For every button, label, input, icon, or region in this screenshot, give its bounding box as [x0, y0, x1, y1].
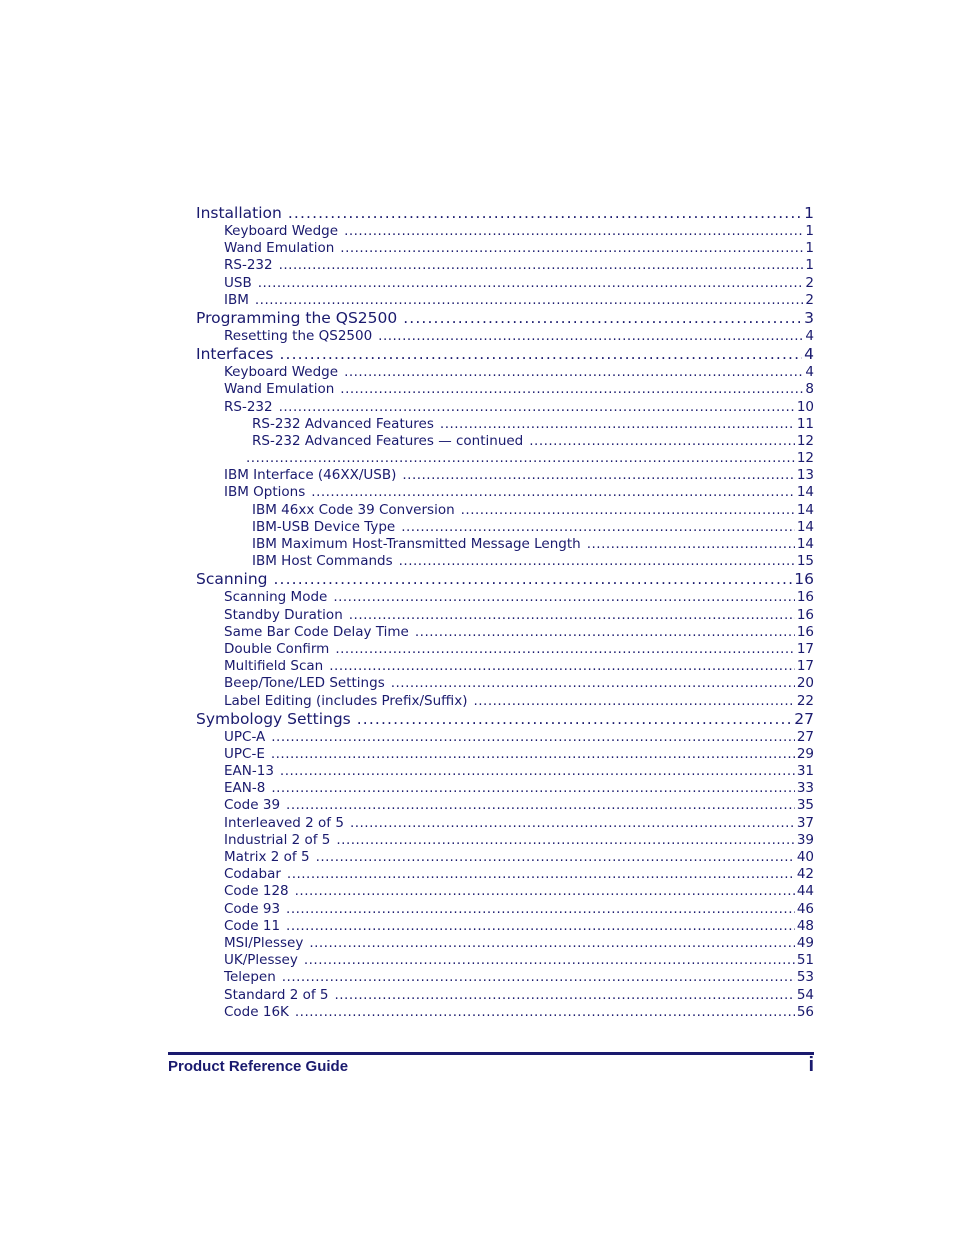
- toc-entry-page-number: 12: [796, 450, 814, 467]
- toc-entry[interactable]: [196, 849, 814, 866]
- toc-entry[interactable]: [196, 987, 814, 1004]
- toc-entry[interactable]: [196, 204, 814, 223]
- toc-entry-label: Scanning Mode: [224, 589, 328, 606]
- toc-entry-label: RS-232 Advanced Features — continued: [252, 432, 524, 449]
- toc-entry-label: UK/Plessey: [224, 952, 298, 969]
- toc-entry-page-number: 53: [796, 969, 814, 986]
- toc-entry-label: USB: [224, 274, 252, 291]
- toc-entry-page-number: 1: [805, 223, 814, 239]
- toc-entry-page-number: 17: [796, 658, 814, 675]
- toc-entry[interactable]: [196, 502, 814, 519]
- toc-entry-label: Standby Duration: [224, 606, 343, 623]
- toc-entry-label: Code 16K: [224, 1003, 289, 1020]
- toc-entry[interactable]: [196, 364, 814, 381]
- toc-entry[interactable]: [196, 658, 814, 675]
- toc-entry-label: Label Editing (includes Prefix/Suffix): [224, 692, 468, 709]
- toc-entry[interactable]: [196, 729, 814, 746]
- toc-entry-leader-dots: [316, 849, 795, 866]
- toc-entry[interactable]: [196, 450, 814, 467]
- toc-entry[interactable]: [196, 935, 814, 952]
- toc-entry-leader-dots: [271, 746, 795, 763]
- toc-entry-leader-dots: [391, 675, 795, 692]
- toc-entry-label: Code 11: [224, 917, 281, 934]
- toc-entry-leader-dots: [399, 553, 795, 570]
- toc-entry[interactable]: [196, 416, 814, 433]
- toc-entry-leader-dots: [440, 416, 795, 433]
- toc-entry-label: Wand Emulation: [224, 381, 335, 398]
- toc-entry-page-number: 1: [805, 240, 814, 257]
- toc-entry-label: Interfaces: [196, 345, 274, 364]
- toc-entry[interactable]: [196, 746, 814, 763]
- toc-entry-leader-dots: [529, 433, 795, 450]
- toc-entry[interactable]: [196, 553, 814, 570]
- toc-entry[interactable]: [196, 467, 814, 484]
- toc-entry-label: Wand Emulation: [224, 240, 335, 257]
- toc-entry-leader-dots: [340, 240, 803, 257]
- toc-entry-label: Same Bar Code Delay Time: [224, 623, 409, 640]
- toc-entry-leader-dots: [473, 693, 794, 710]
- toc-entry-page-number: 8: [805, 381, 814, 398]
- toc-entry-label: Symbology Settings: [196, 709, 351, 728]
- toc-entry-leader-dots: [287, 866, 795, 883]
- toc-entry-label: EAN-8: [224, 780, 266, 797]
- toc-entry-leader-dots: [286, 918, 795, 935]
- toc-entry-page-number: 44: [796, 883, 814, 900]
- toc-entry[interactable]: [196, 292, 814, 309]
- toc-entry-page-number: 10: [796, 398, 814, 415]
- toc-entry-label: Industrial 2 of 5: [224, 831, 331, 848]
- toc-entry-page-number: 14: [796, 501, 814, 518]
- toc-entry-label: IBM-USB Device Type: [252, 518, 396, 535]
- toc-entry-label: Code 93: [224, 900, 281, 917]
- toc-entry-label: Matrix 2 of 5: [224, 849, 310, 865]
- toc-entry-page-number: 17: [796, 640, 814, 657]
- toc-entry[interactable]: [196, 693, 814, 710]
- toc-entry-page-number: 14: [796, 484, 814, 501]
- toc-entry[interactable]: [196, 641, 814, 658]
- toc-entry-page-number: 16: [796, 589, 814, 606]
- toc-entry-page-number: 33: [796, 780, 814, 797]
- toc-entry-page-number: 29: [796, 745, 814, 762]
- toc-entry-label: IBM: [224, 291, 249, 308]
- toc-entry-page-number: 46: [796, 900, 814, 917]
- toc-entry[interactable]: [196, 536, 814, 553]
- toc-entry-page-number: 22: [796, 692, 814, 709]
- toc-entry-page-number: 39: [796, 831, 814, 848]
- toc-entry-label: IBM 46xx Code 39 Conversion: [252, 501, 455, 518]
- toc-entry[interactable]: [196, 257, 814, 274]
- toc-entry-leader-dots: [350, 815, 795, 832]
- toc-entry-leader-dots: [587, 536, 795, 553]
- toc-entry[interactable]: [196, 433, 814, 450]
- toc-entry-label: IBM Host Commands: [252, 553, 393, 570]
- footer-divider: [168, 1052, 814, 1055]
- footer-page-number: i: [808, 1054, 814, 1076]
- toc-entry-leader-dots: [336, 832, 794, 849]
- toc-entry[interactable]: [196, 607, 814, 624]
- toc-entry-leader-dots: [340, 381, 803, 398]
- toc-entry[interactable]: [196, 328, 814, 345]
- toc-entry-leader-dots: [309, 935, 795, 952]
- toc-entry-leader-dots: [279, 345, 802, 364]
- table-of-contents: [196, 204, 814, 1021]
- toc-entry-label: IBM Options: [224, 484, 306, 501]
- toc-entry-leader-dots: [246, 450, 795, 467]
- toc-entry-leader-dots: [357, 710, 793, 729]
- toc-entry-leader-dots: [271, 780, 794, 797]
- toc-entry-label: EAN-13: [224, 763, 274, 780]
- toc-entry-label: UPC-E: [224, 745, 265, 762]
- toc-entry-page-number: 14: [796, 518, 814, 535]
- toc-entry-page-number: 37: [796, 814, 814, 831]
- toc-entry-leader-dots: [258, 275, 804, 292]
- toc-entry-label: RS-232 Advanced Features: [252, 415, 434, 432]
- toc-entry[interactable]: [196, 399, 814, 416]
- toc-entry-leader-dots: [329, 658, 795, 675]
- toc-entry[interactable]: [196, 918, 814, 935]
- toc-entry-page-number: 56: [796, 1003, 814, 1020]
- toc-entry-page-number: 51: [796, 952, 814, 969]
- toc-entry-page-number: 35: [796, 797, 814, 814]
- toc-entry-leader-dots: [271, 729, 795, 746]
- toc-entry-label: Telepen: [224, 969, 276, 986]
- toc-entry-page-number: 20: [796, 675, 814, 692]
- toc-entry[interactable]: [196, 710, 814, 729]
- toc-entry-page-number: 2: [805, 291, 814, 308]
- toc-entry[interactable]: [196, 484, 814, 501]
- toc-entry-label: Double Confirm: [224, 640, 330, 657]
- toc-entry-label: MSI/Plessey: [224, 934, 304, 951]
- toc-entry-page-number: 48: [796, 917, 814, 934]
- toc-entry[interactable]: [196, 797, 814, 814]
- toc-entry-leader-dots: [273, 570, 792, 589]
- toc-entry[interactable]: [196, 570, 814, 589]
- toc-entry-leader-dots: [295, 883, 795, 900]
- toc-entry-page-number: 4: [805, 364, 814, 381]
- toc-entry[interactable]: [196, 275, 814, 292]
- toc-entry-leader-dots: [334, 987, 794, 1004]
- toc-entry-label: Standard 2 of 5: [224, 986, 329, 1003]
- toc-entry-leader-dots: [349, 607, 795, 624]
- toc-entry-leader-dots: [344, 364, 803, 381]
- toc-entry-label: Resetting the QS2500: [224, 327, 373, 344]
- toc-entry-leader-dots: [279, 257, 804, 274]
- toc-entry-label: UPC-A: [224, 728, 266, 745]
- toc-entry-leader-dots: [295, 1004, 795, 1021]
- toc-entry-label: Keyboard Wedge: [224, 364, 339, 381]
- toc-entry-page-number: 31: [796, 763, 814, 780]
- toc-entry[interactable]: [196, 866, 814, 883]
- toc-entry[interactable]: [196, 675, 814, 692]
- toc-entry-leader-dots: [311, 484, 795, 501]
- toc-entry-page-number: 49: [796, 934, 814, 951]
- toc-entry-page-number: 16: [796, 606, 814, 623]
- toc-entry-label: Code 128: [224, 883, 289, 900]
- toc-entry[interactable]: [196, 832, 814, 849]
- toc-entry-page-number: 54: [796, 986, 814, 1003]
- toc-entry-label: Multifield Scan: [224, 658, 324, 675]
- toc-entry-page-number: 13: [796, 467, 814, 484]
- toc-entry-label: Interleaved 2 of 5: [224, 814, 344, 831]
- toc-entry[interactable]: [196, 624, 814, 641]
- toc-entry-leader-dots: [282, 969, 795, 986]
- toc-entry-leader-dots: [279, 399, 795, 416]
- toc-entry-leader-dots: [401, 519, 795, 536]
- toc-entry-leader-dots: [378, 328, 803, 345]
- toc-entry-leader-dots: [461, 502, 795, 519]
- toc-entry[interactable]: [196, 952, 814, 969]
- toc-entry[interactable]: [196, 223, 814, 240]
- toc-entry-page-number: 2: [805, 274, 814, 291]
- toc-entry-page-number: 1: [805, 257, 814, 274]
- toc-entry[interactable]: [196, 1004, 814, 1021]
- toc-entry-leader-dots: [255, 292, 804, 309]
- toc-entry-leader-dots: [288, 204, 802, 223]
- toc-entry-leader-dots: [333, 589, 794, 606]
- toc-entry[interactable]: [196, 309, 814, 328]
- toc-entry-label: Installation: [196, 204, 282, 222]
- toc-entry[interactable]: [196, 519, 814, 536]
- toc-entry-leader-dots: [304, 952, 795, 969]
- toc-entry-page-number: 42: [796, 866, 814, 883]
- toc-entry[interactable]: [196, 763, 814, 780]
- toc-entry-leader-dots: [286, 797, 795, 814]
- toc-entry-label: Code 39: [224, 797, 281, 814]
- toc-entry-leader-dots: [415, 624, 795, 641]
- toc-entry-page-number: 16: [796, 623, 814, 640]
- toc-entry-label: Programming the QS2500: [196, 308, 398, 327]
- toc-entry-page-number: 4: [804, 345, 814, 364]
- toc-entry-label: RS-232: [224, 398, 273, 415]
- toc-entry-page-number: 11: [796, 415, 814, 432]
- toc-entry-page-number: 27: [794, 709, 814, 728]
- toc-entry-page-number: 40: [796, 849, 814, 865]
- toc-entry[interactable]: [196, 901, 814, 918]
- toc-entry-label: IBM Maximum Host-Transmitted Message Length: [252, 536, 581, 552]
- toc-entry-page-number: 3: [804, 308, 814, 327]
- toc-entry-page-number: 14: [796, 536, 814, 552]
- toc-entry-label: IBM Interface (46XX/USB): [224, 467, 397, 484]
- toc-entry-page-number: 15: [796, 553, 814, 570]
- toc-entry-leader-dots: [402, 467, 794, 484]
- footer-title: Product Reference Guide: [168, 1058, 349, 1075]
- toc-entry-leader-dots: [280, 763, 795, 780]
- toc-entry[interactable]: [196, 240, 814, 257]
- toc-entry[interactable]: [196, 345, 814, 364]
- toc-entry-leader-dots: [286, 901, 795, 918]
- toc-entry[interactable]: [196, 969, 814, 986]
- toc-entry-label: RS-232: [224, 257, 273, 274]
- toc-entry[interactable]: [196, 780, 814, 797]
- toc-entry-page-number: 12: [796, 432, 814, 449]
- toc-entry-page-number: 16: [794, 570, 814, 589]
- toc-entry-leader-dots: [335, 641, 794, 658]
- toc-entry[interactable]: [196, 815, 814, 832]
- toc-entry[interactable]: [196, 381, 814, 398]
- toc-entry-leader-dots: [344, 223, 803, 240]
- toc-entry-page-number: 27: [796, 728, 814, 745]
- toc-entry[interactable]: [196, 589, 814, 606]
- toc-entry-label: Codabar: [224, 866, 281, 883]
- toc-entry[interactable]: [196, 883, 814, 900]
- toc-entry-page-number: 1: [804, 204, 814, 222]
- toc-entry-label: Keyboard Wedge: [224, 223, 339, 239]
- toc-entry-label: Beep/Tone/LED Settings: [224, 675, 385, 692]
- toc-entry-page-number: 4: [805, 327, 814, 344]
- toc-entry-leader-dots: [403, 309, 802, 328]
- toc-entry-label: Scanning: [196, 570, 268, 589]
